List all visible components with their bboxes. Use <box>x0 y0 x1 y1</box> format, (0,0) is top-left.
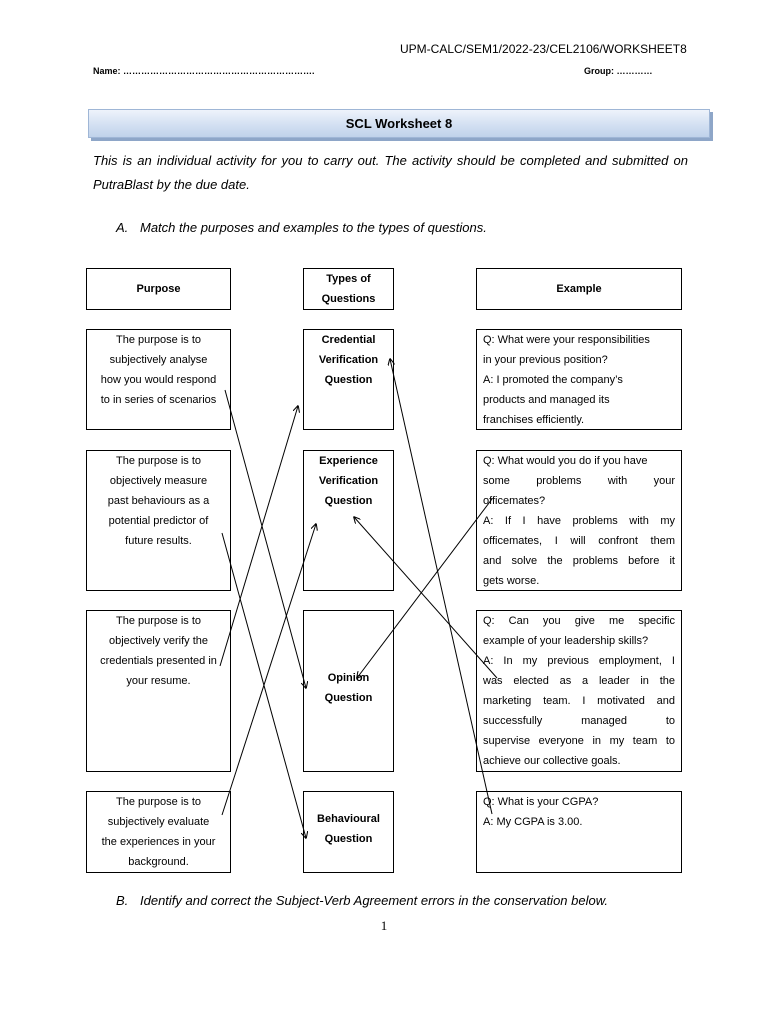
text-line: supervise everyone in my team to <box>483 735 675 747</box>
section-a-label: A. <box>116 220 129 235</box>
example-header: Example <box>476 268 682 310</box>
text-line: Experience <box>319 455 378 467</box>
text-line: successfully managed to <box>483 715 675 727</box>
purpose-header: Purpose <box>86 268 231 310</box>
text-line: officemates? <box>483 495 546 507</box>
text-line: future results. <box>125 535 192 547</box>
match-arrow-credentials-to-credential <box>220 406 298 666</box>
text-line: A: I promoted the company’s <box>483 374 623 386</box>
text-line: The purpose is to <box>116 796 201 808</box>
text-line: The purpose is to <box>116 334 201 346</box>
section-b-label: B. <box>116 893 129 908</box>
match-arrow-scenarios-to-opinion <box>225 390 306 688</box>
text-line: Verification <box>318 354 379 366</box>
text-line: how you would respond <box>100 374 217 386</box>
text-line: past behaviours as a <box>107 495 210 507</box>
text-line: example of your leadership skills? <box>483 635 649 647</box>
group-field: Group: ………… <box>584 66 653 76</box>
name-field: Name: ………………………………………………………. <box>93 66 315 76</box>
text-line: background. <box>128 856 189 868</box>
text-line: Credential <box>321 334 376 346</box>
match-arrow-cgpa-example-to-credential <box>390 359 492 814</box>
text-line: The purpose is to <box>116 455 201 467</box>
text-line: and solve the problems before it <box>483 555 675 567</box>
section-a-text: Match the purposes and examples to the types of questions. <box>140 220 487 235</box>
text-line: Q: What would you do if you have <box>483 455 648 467</box>
text-line: Q: Can you give me specific <box>483 615 675 627</box>
text-line: objectively measure <box>109 475 208 487</box>
text-line: achieve our collective goals. <box>483 755 621 767</box>
text-line: was elected as a leader in the <box>483 675 675 687</box>
text-line: to in series of scenarios <box>100 394 217 406</box>
text-line: The purpose is to <box>116 615 201 627</box>
worksheet-title: SCL Worksheet 8 <box>88 109 710 138</box>
text-line: Behavioural <box>317 813 380 825</box>
types-header: Types of Questions <box>303 268 394 310</box>
text-line: objectively verify the <box>108 635 209 647</box>
text-line: your resume. <box>126 675 191 687</box>
text-line: franchises efficiently. <box>483 414 585 426</box>
text-line: subjectively evaluate <box>107 816 210 828</box>
text-line: credentials presented in <box>100 655 217 667</box>
text-line: A: My CGPA is 3.00. <box>483 816 583 828</box>
intro-paragraph: This is an individual activity for you to carry out. The activity should be completed and submitted on PutraBlast by the due date. <box>93 153 688 192</box>
text-line: products and managed its <box>483 394 610 406</box>
text-line: Q: What were your responsibilities <box>483 334 650 346</box>
text-line: Verification <box>318 475 379 487</box>
text-line: Question <box>324 495 373 507</box>
text-line: A: In my previous employment, I <box>483 655 675 667</box>
document-code: UPM-CALC/SEM1/2022-23/CEL2106/WORKSHEET8 <box>400 42 687 56</box>
page-number: 1 <box>380 918 388 933</box>
text-line: Opinion <box>327 672 370 684</box>
text-line: the experiences in your <box>101 836 216 848</box>
text-line: some problems with your <box>483 475 675 487</box>
match-arrow-scenario-example-to-opinion <box>357 499 492 678</box>
text-line: potential predictor of <box>108 515 209 527</box>
text-line: in your previous position? <box>483 354 608 366</box>
text-line: A: If I have problems with my <box>483 515 675 527</box>
section-b-text: Identify and correct the Subject-Verb Agreement errors in the conservation below. <box>140 893 609 908</box>
text-line: marketing team. I motivated and <box>483 695 675 707</box>
text-line: Question <box>324 833 373 845</box>
text-line: Question <box>324 374 373 386</box>
section-b-instruction <box>116 893 608 908</box>
text-line: Question <box>324 692 373 704</box>
match-arrow-experiences-to-experience <box>222 524 316 815</box>
text-line: gets worse. <box>483 575 540 587</box>
text-line: officemates, I will confront them <box>483 535 675 547</box>
text-line: Q: What is your CGPA? <box>483 796 599 808</box>
text-line: subjectively analyse <box>109 354 208 366</box>
